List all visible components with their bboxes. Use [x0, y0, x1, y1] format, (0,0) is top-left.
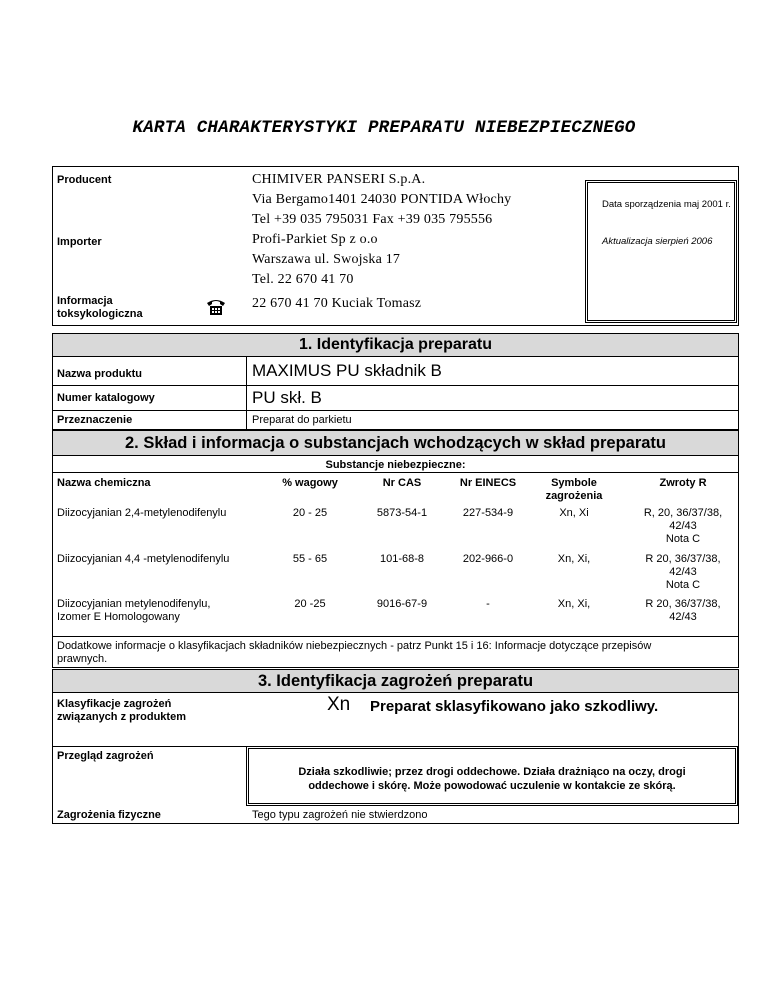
- row3-weight: 20 -25: [294, 598, 326, 610]
- composition-note: [57, 640, 733, 666]
- row2-cas: 101-68-8: [379, 553, 425, 565]
- section2-header: 2. Skład i informacja o substancjach wchodzących w skład preparatu: [52, 430, 739, 456]
- physical-hazards-label: Zagrożenia fizyczne: [57, 809, 161, 821]
- hazard-overview: [248, 765, 736, 793]
- classification-label-line2: związanych z produktem: [57, 711, 186, 723]
- catalog-number: PU skł. B: [252, 388, 322, 407]
- row1-symbols: Xn, Xi: [559, 507, 589, 519]
- importer-name: Profi-Parkiet Sp z o.o: [252, 232, 378, 247]
- product-name-label: Nazwa produktu: [57, 368, 142, 380]
- classification-label: [57, 698, 186, 724]
- physical-hazards-value: Tego typu zagrożeń nie stwierdzono: [252, 809, 428, 821]
- producer-address: Via Bergamo1401 24030 PONTIDA Włochy: [252, 192, 512, 207]
- row2-r-phrases: [628, 553, 738, 592]
- producer-phone: Tel +39 035 795031 Fax +39 035 795556: [252, 212, 493, 227]
- row3-r-line1: R 20, 36/37/38,: [645, 598, 721, 610]
- row2-r-line1: R 20, 36/37/38,: [645, 553, 721, 565]
- creation-date: Data sporządzenia maj 2001 r.: [602, 199, 731, 210]
- row1-r-line3: Nota C: [665, 533, 701, 545]
- row1-r-phrases: [628, 507, 738, 546]
- product-name: MAXIMUS PU składnik B: [252, 361, 442, 380]
- purpose-label: Przeznaczenie: [57, 414, 133, 426]
- col-weight: % wagowy: [282, 477, 338, 489]
- catalog-label: Numer katalogowy: [57, 392, 155, 404]
- tox-label: [57, 295, 143, 321]
- note-line2: prawnych.: [57, 653, 108, 665]
- classification-statement: Preparat sklasyfikowano jako szkodliwy.: [370, 698, 659, 715]
- overview-line1: Działa szkodliwie; przez drogi oddechowe. Działa drażniąco na oczy, drogi: [298, 766, 686, 778]
- row3-name-line1: Diizocyjanian metylenodifenylu,: [57, 598, 211, 610]
- col-einecs: Nr EINECS: [459, 477, 517, 489]
- col-r-phrases: Zwroty R: [659, 477, 707, 489]
- overview-label: Przegląd zagrożeń: [57, 750, 154, 762]
- row2-name: Diizocyjanian 4,4 -metylenodifenylu: [57, 553, 230, 565]
- tox-phone: 22 670 41 70 Kuciak Tomasz: [252, 296, 422, 311]
- producer-info: [252, 170, 511, 230]
- importer-phone: Tel. 22 670 41 70: [252, 272, 354, 287]
- row1-weight: 20 - 25: [292, 507, 328, 519]
- row3-name-line2: Izomer E Homologowany: [57, 611, 180, 623]
- tox-label-line1: Informacja: [57, 295, 113, 307]
- tox-label-line2: toksykologiczna: [57, 308, 143, 320]
- row2-r-line3: Nota C: [665, 579, 701, 591]
- row2-einecs: 202-966-0: [462, 553, 514, 565]
- importer-info: [252, 230, 400, 290]
- row3-r-line2: 42/43: [669, 611, 697, 623]
- row1-r-line1: R, 20, 36/37/38,: [643, 507, 723, 519]
- col-chemical-name: Nazwa chemiczna: [57, 477, 151, 489]
- row3-cas: 9016-67-9: [376, 598, 428, 610]
- section3-header: 3. Identyfikacja zagrożeń preparatu: [52, 669, 739, 693]
- update-date: Aktualizacja sierpień 2006: [602, 236, 713, 247]
- row3-einecs: -: [486, 598, 490, 610]
- row2-symbols: Xn, Xi,: [557, 553, 591, 565]
- row2-r-line2: 42/43: [669, 566, 697, 578]
- hazard-symbol: Xn: [327, 694, 351, 715]
- note-line1: Dodatkowe informacje o klasyfikacjach składników niebezpiecznych - patrz Punkt 15 i 16: Informacje dotyczące przepisów: [57, 640, 652, 652]
- row2-weight: 55 - 65: [292, 553, 328, 565]
- hazardous-substances-subtitle: Substancje niebezpieczne:: [325, 459, 466, 471]
- row3-r-phrases: [628, 598, 738, 624]
- overview-line2: oddechowe i skórę. Może powodować uczulenie w kontakcie ze skórą.: [308, 780, 676, 792]
- row1-cas: 5873-54-1: [376, 507, 428, 519]
- section1-header: 1. Identyfikacja preparatu: [52, 333, 739, 357]
- purpose-value: Preparat do parkietu: [252, 414, 352, 426]
- row3-name: [57, 598, 210, 624]
- producer-label: Producent: [57, 174, 112, 186]
- col-cas: Nr CAS: [382, 477, 422, 489]
- row1-r-line2: 42/43: [669, 520, 697, 532]
- importer-address: Warszawa ul. Swojska 17: [252, 252, 401, 267]
- classification-label-line1: Klasyfikacje zagrożeń: [57, 698, 172, 710]
- row1-einecs: 227-534-9: [462, 507, 514, 519]
- producer-name: CHIMIVER PANSERI S.p.A.: [252, 172, 426, 187]
- col-hazard-symbols: Symbole zagrożenia: [545, 477, 603, 502]
- row3-symbols: Xn, Xi,: [557, 598, 591, 610]
- row1-name: Diizocyjanian 2,4-metylenodifenylu: [57, 507, 227, 519]
- document-title: KARTA CHARAKTERYSTYKI PREPARATU NIEBEZPIECZNEGO: [132, 118, 636, 138]
- phone-icon: [205, 296, 227, 323]
- importer-label: Importer: [57, 236, 102, 248]
